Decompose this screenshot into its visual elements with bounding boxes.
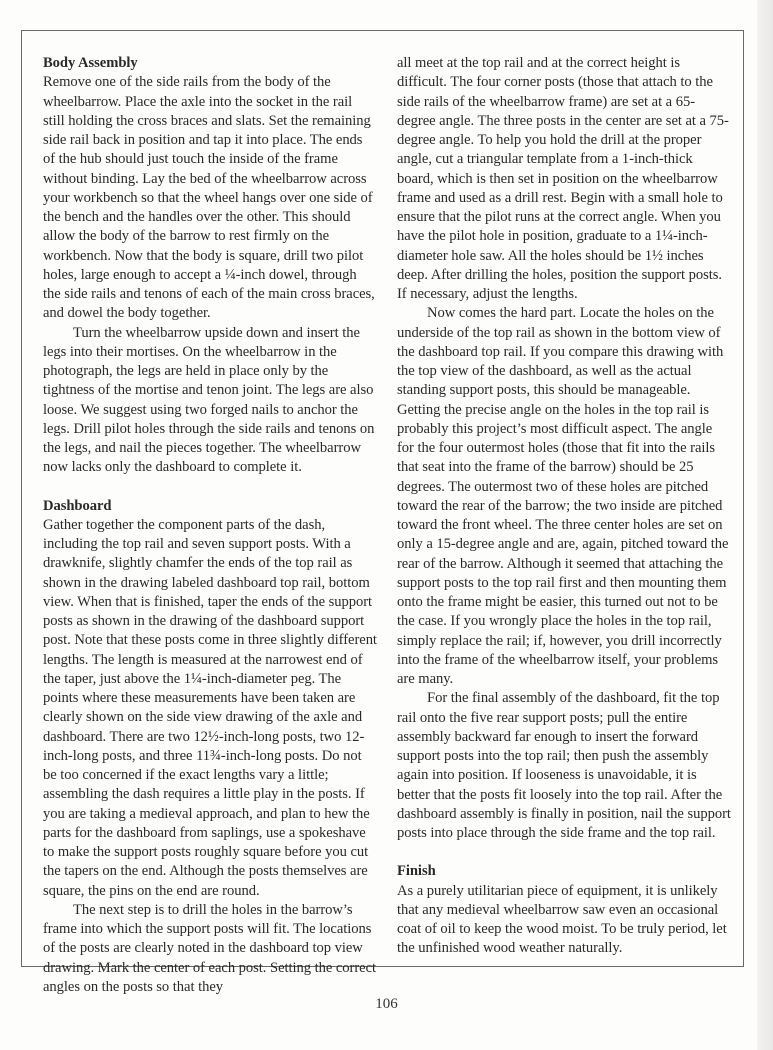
page-number: 106 <box>375 996 398 1012</box>
text-frame <box>21 30 744 995</box>
left-column <box>43 54 377 997</box>
dashboard-paragraph-2: The next step is to drill the holes in the barrow’s frame into which the support posts will fit. The locations of the posts are clearly noted in the dashboard top view drawing. Mark the center of each post. Setting the correct angles on the posts so that they <box>43 901 377 995</box>
dashboard-paragraph-1: Gather together the component parts of the dash, including the top rail and seven support posts. With a drawknife, slightly chamfer the ends of the top rail as shown in the drawing labeled dashboard top rail, bottom view. When that is finished, taper the ends of the support posts as shown in the drawing of the dashboard support post. Note that these posts come in three slightly different lengths. The length is measured at the narrowest end of the taper, just above the 1¼-inch-diameter peg. The points where these measurements have been taken are clearly shown on the side view drawing of the axle and dashboard. There are two 12½-inch-long posts, two 12-inch-long posts, and three 11¾-inch-long posts. Do not be too concerned if the exact lengths vary a little; assembling the dash requires a little play in the posts. If you are taking a medieval approach, and plan to hew the parts for the dashboard from saplings, use a spokeshave to make the support posts roughly square before you cut the tapers on the end. Although the posts themselves are square, the pins on the end are round. <box>43 516 377 899</box>
dashboard-paragraph-2-continued: all meet at the top rail and at the correct height is difficult. The four corner posts (those that attach to the side rails of the wheelbarrow frame) are set at a 65-degree angle. The three posts in the center are set at a 75-degree angle. To help you hold the drill at the proper angle, cut a triangular template from a 1-inch-thick board, which is then set in position on the wheelbarrow frame and used as a drill rest. Begin with a small hole to ensure that the pilot runs at the correct angle. When you have the pilot hole in position, graduate to a 1¼-inch-diameter hole saw. All the holes should be 1½ inches deep. After drilling the holes, position the support posts. If necessary, adjust the lengths. <box>397 55 729 302</box>
body-assembly-paragraph-2: Turn the wheelbarrow upside down and insert the legs into their mortises. On the wheelbarrow in the photograph, the legs are held in place only by the tightness of the mortise and tenon joint. The legs are also loose. We suggest using two forged nails to anchor the legs. Drill pilot holes through the side rails and tenons on the legs, and nail the pieces together. The wheelbarrow now lacks only the dashboard to complete it. <box>43 324 375 476</box>
finish-paragraph-1: As a purely utilitarian piece of equipment, it is unlikely that any medieval wheelbarrow saw even an occasional coat of oil to keep the wood moist. To be truly period, let the unfinished wood weather naturally. <box>397 882 727 957</box>
page-edge-shadow <box>757 0 773 1050</box>
section-heading-dashboard: Dashboard <box>43 497 112 514</box>
body-assembly-paragraph-1: Remove one of the side rails from the body of the wheelbarrow. Place the axle into the socket in the rail still holding the cross braces and slats. Set the remaining side rail back in position and tap it into place. The ends of the hub should just touch the inside of the frame without binding. Lay the bed of the wheelbarrow across your workbench so that the wheel hangs over one side of the bench and the handles over the other. This should allow the body of the barrow to rest firmly on the workbench. Now that the body is square, drill two pilot holes, large enough to accept a ¼-inch dowel, through the side rails and tenons of each of the main cross braces, and dowel the body together. <box>43 74 375 322</box>
dashboard-paragraph-4: For the final assembly of the dashboard, fit the top rail onto the five rear support posts; pull the entire assembly backward far enough to insert the forward support posts into the top rail; then push the assembly again into position. If looseness is unavoidable, it is better that the posts fit loosely into the top rail. After the dashboard assembly is finally in position, nail the support posts into place through the side frame and the top rail. <box>397 690 731 841</box>
right-column <box>397 54 731 959</box>
section-heading-finish: Finish <box>397 863 436 880</box>
section-heading-body-assembly: Body Assembly <box>43 55 138 71</box>
dashboard-paragraph-3: Now comes the hard part. Locate the holes on the underside of the top rail as shown in the bottom view of the dashboard top rail. If you compare this drawing with the top view of the dashboard, as well as the actual standing support posts, this should be manageable. Getting the precise angle on the holes in the top rail is probably this project’s most difficult aspect. The angle for the four outermost holes (those that fit into the rails that seat into the frame of the barrow) should be 25 degrees. The outermost two of these holes are pitched toward the rear of the barrow; the two inside are pitched toward the front wheel. The three center holes are set on only a 15-degree angle and are, again, pitched toward the rear of the barrow. Although it seemed that attaching the support posts to the top rail first and then mounting them onto the frame might be easier, this turned out not to be the case. If you wrongly place the holes in the top rail, simply replace the rail; if, however, you drill incorrectly into the frame of the wheelbarrow itself, your problems are many. <box>397 305 729 687</box>
